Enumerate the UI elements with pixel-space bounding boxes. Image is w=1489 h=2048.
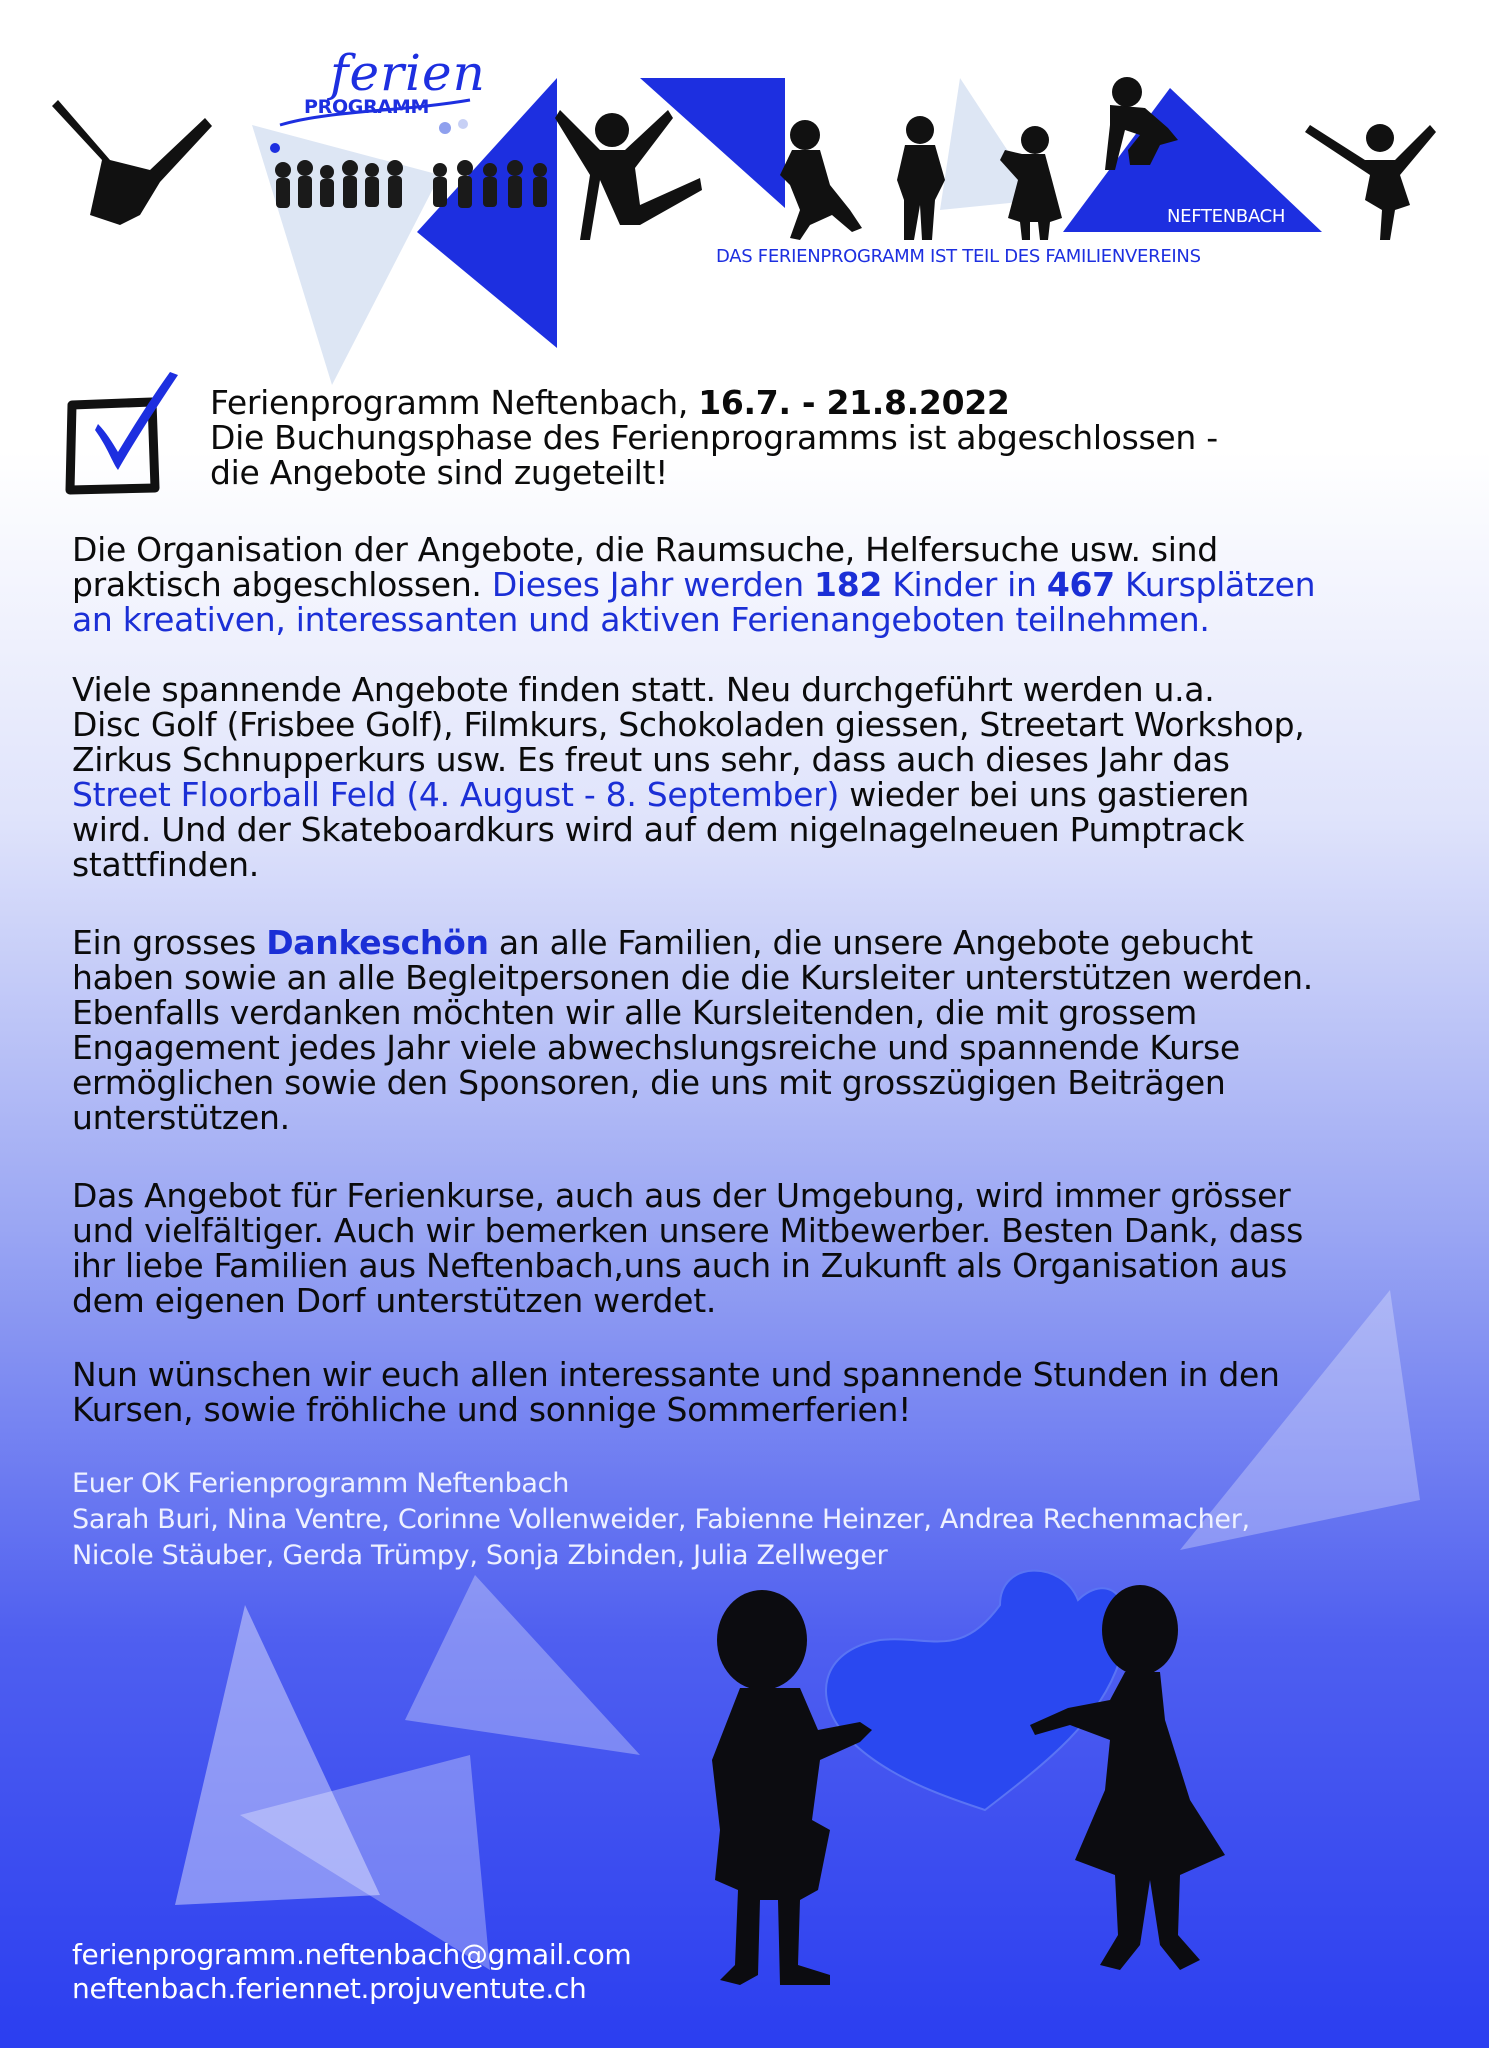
para1-highlight: Kursplätzen: [1114, 565, 1316, 604]
intro-title-text: Ferienprogramm Neftenbach,: [210, 383, 699, 422]
intro-line-3: die Angebote sind zugeteilt!: [210, 453, 669, 492]
signature-line-1: Euer OK Ferienprogramm Neftenbach: [72, 1468, 570, 1499]
para3-text: an alle Familien, die unsere Angebote gebucht: [488, 923, 1253, 962]
para4-line-1: Das Angebot für Ferienkurse, auch aus der Umgebung, wird immer grösser: [72, 1176, 1291, 1215]
para3-line-5: ermöglichen sowie den Sponsoren, die uns mit grosszügigen Beiträgen: [72, 1063, 1226, 1102]
logo-word: PROGRAMM: [304, 96, 430, 118]
para3-line-6: unterstützen.: [72, 1098, 290, 1137]
dankeschoen-highlight: Dankeschön: [266, 923, 489, 962]
paragraph-thanks: [72, 925, 1452, 1135]
para3-line-4: Engagement jedes Jahr viele abwechslungsreiche und spannende Kurse: [72, 1028, 1240, 1067]
intro-title: [210, 385, 1010, 420]
logo-script: ferien: [330, 44, 486, 102]
intro-title-dates: 16.7. - 21.8.2022: [698, 383, 1010, 422]
blue-triangle-left: [417, 78, 557, 348]
para1-text: praktisch abgeschlossen.: [72, 565, 492, 604]
children-count: 182: [814, 565, 883, 604]
tagline: DAS FERIENPROGRAMM IST TEIL DES FAMILIENVEREINS: [716, 246, 1201, 267]
floorball-highlight: Street Floorball Feld (4. August - 8. September): [72, 775, 840, 814]
para4-line-3: ihr liebe Familien aus Neftenbach,uns auch in Zukunft als Organisation aus: [72, 1246, 1287, 1285]
checkbox-check-icon: [70, 372, 178, 490]
para2-line-6: stattfinden.: [72, 845, 259, 884]
para3-line-1: [72, 925, 1452, 960]
heart-icon: [826, 1571, 1126, 1810]
para4-line-4: dem eigenen Dorf unterstützen werdet.: [72, 1281, 717, 1320]
paragraph-wishes: [72, 1357, 1452, 1427]
para3-line-2: haben sowie an alle Begleitpersonen die die Kursleiter unterstützen werden.: [72, 958, 1313, 997]
para5-line-2: Kursen, sowie fröhliche und sonnige Sommerferien!: [72, 1390, 912, 1429]
paragraph-offers: [72, 672, 1452, 882]
places-count: 467: [1046, 565, 1115, 604]
paragraph-organisation: [72, 532, 1452, 637]
signature: [72, 1466, 1250, 1574]
para4-line-2: und vielfältiger. Auch wir bemerken unsere Mitbewerber. Besten Dank, dass: [72, 1211, 1303, 1250]
blue-triangle-middle: [640, 78, 785, 208]
signature-line-3: Nicole Stäuber, Gerda Trümpy, Sonja Zbinden, Julia Zellweger: [72, 1540, 888, 1571]
signature-line-2: Sarah Buri, Nina Ventre, Corinne Vollenweider, Fabienne Heinzer, Andrea Rechenmacher,: [72, 1504, 1250, 1535]
para3-line-3: Ebenfalls verdanken möchten wir alle Kursleitenden, die mit grossem: [72, 993, 1198, 1032]
para1-highlight: Kinder in: [882, 565, 1047, 604]
para2-line-3: Zirkus Schnupperkurs usw. Es freut uns sehr, dass auch dieses Jahr das: [72, 740, 1230, 779]
para1-line-1: Die Organisation der Angebote, die Raumsuche, Helfersuche usw. sind: [72, 530, 1218, 569]
para3-text: Ein grosses: [72, 923, 267, 962]
para5-line-1: Nun wünschen wir euch allen interessante und spannende Stunden in den: [72, 1355, 1280, 1394]
para1-line-2: [72, 567, 1452, 602]
para2-line-5: wird. Und der Skateboardkurs wird auf dem nigelnagelneuen Pumptrack: [72, 810, 1245, 849]
para2-text: wieder bei uns gastieren: [839, 775, 1250, 814]
para2-line-1: Viele spannende Angebote finden statt. Neu durchgeführt werden u.a.: [72, 670, 1215, 709]
deco-triangle-a: [405, 1575, 640, 1755]
para1-line-3: an kreativen, interessanten und aktiven Ferienangeboten teilnehmen.: [72, 600, 1210, 639]
contact-website[interactable]: neftenbach.feriennet.projuventute.ch: [72, 1972, 587, 2005]
neftenbach-badge: NEFTENBACH: [1167, 206, 1286, 227]
para2-line-2: Disc Golf (Frisbee Golf), Filmkurs, Schokoladen giessen, Streetart Workshop,: [72, 705, 1305, 744]
para2-line-4: [72, 777, 1452, 812]
para1-highlight: Dieses Jahr werden: [491, 565, 815, 604]
contact-email[interactable]: ferienprogramm.neftenbach@gmail.com: [72, 1938, 632, 1971]
intro-line-2: Die Buchungsphase des Ferienprogramms ist abgeschlossen -: [210, 418, 1218, 457]
paragraph-competition: [72, 1178, 1452, 1318]
